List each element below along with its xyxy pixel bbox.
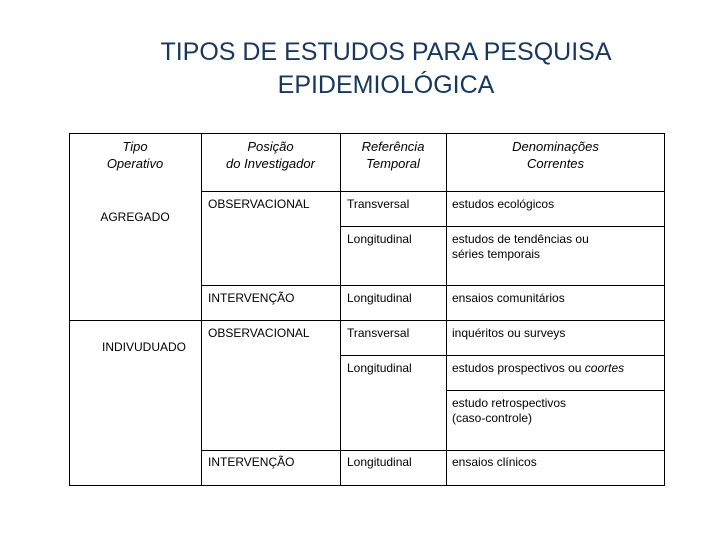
r3-denominacao: ensaios comunitários (452, 291, 565, 305)
r7-denominacao: ensaios clínicos (452, 455, 537, 469)
header-referencia: Referência Temporal (361, 139, 425, 171)
column-divider (201, 133, 202, 486)
r6-denominacao: estudo retrospectivos (caso-controle) (452, 396, 567, 425)
r7-posicao: INTERVENÇÃO (208, 455, 295, 469)
group-agregado: AGREGADO (100, 210, 170, 224)
r4-posicao: OBSERVACIONAL (208, 326, 310, 340)
r2-referencia: Longitudinal (347, 232, 412, 246)
row-divider (201, 450, 665, 451)
header-denominacoes: Denominações Correntes (512, 139, 599, 171)
column-divider (446, 133, 447, 486)
r1-denominacao: estudos ecológicos (452, 197, 555, 211)
header-divider (201, 191, 665, 192)
column-divider (340, 133, 341, 486)
row-divider (201, 285, 665, 286)
table-frame (69, 133, 665, 486)
r4-denominacao: inquéritos ou surveys (452, 326, 566, 340)
row-divider (340, 226, 665, 227)
r4-referencia: Transversal (347, 326, 410, 340)
r1-posicao: OBSERVACIONAL (208, 197, 310, 211)
header-tipo-operativo: Tipo Operativo (106, 139, 164, 171)
r7-referencia: Longitudinal (347, 455, 412, 469)
r3-posicao: INTERVENÇÃO (208, 291, 295, 305)
row-divider (340, 355, 665, 356)
r2-denominacao: estudos de tendências ou séries temporais (452, 232, 589, 261)
r5-referencia: Longitudinal (347, 361, 412, 375)
title-line-2: EPIDEMIOLÓGICA (277, 71, 495, 99)
r1-referencia: Transversal (347, 197, 410, 211)
title-line-1: TIPOS DE ESTUDOS PARA PESQUISA (160, 38, 612, 66)
header-posicao: Posição do Investigador (226, 139, 315, 171)
row-divider (69, 320, 665, 321)
page-title (0, 36, 720, 102)
group-individuado: INDIVUDUADO (101, 340, 186, 354)
r5-denominacao: estudos prospectivos ou coortes (452, 361, 625, 375)
r3-referencia: Longitudinal (347, 291, 412, 305)
row-divider (446, 390, 665, 391)
